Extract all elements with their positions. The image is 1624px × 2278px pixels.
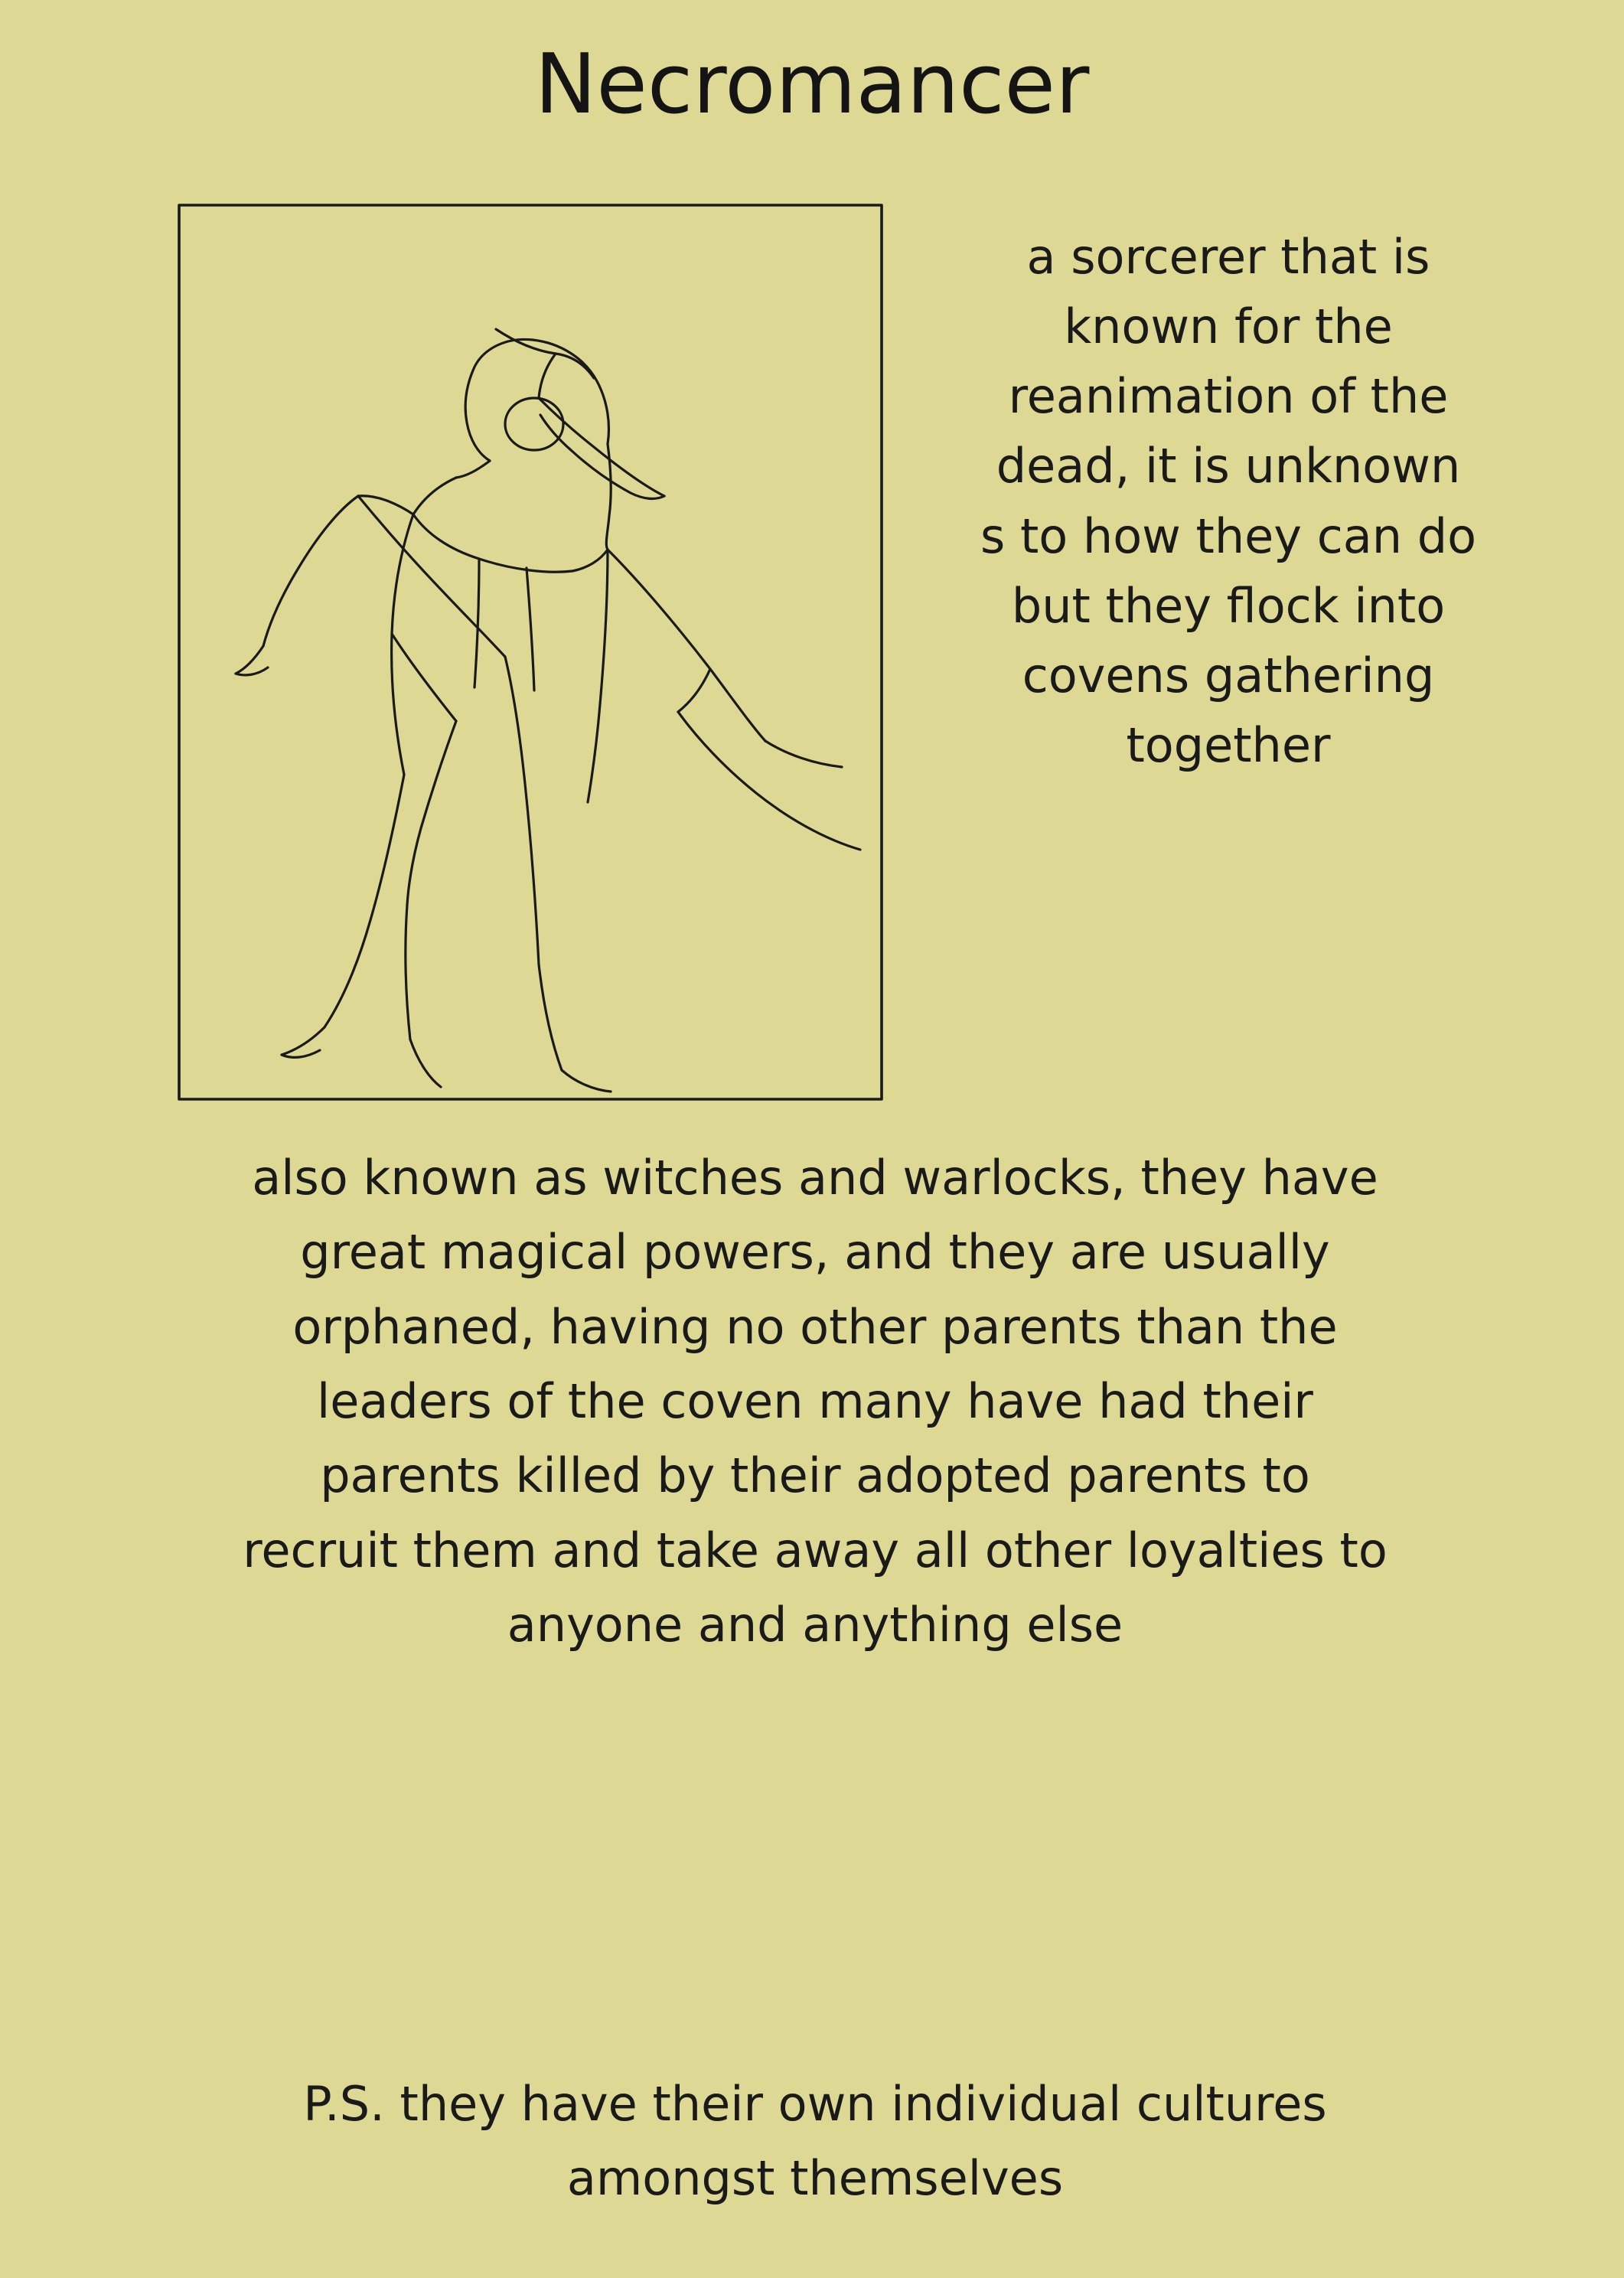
- main-paragraph: [130, 1141, 1500, 1662]
- plague-doctor-figure-sketch: [174, 201, 886, 1119]
- body-line: recruit them and take away all other loyalties to: [243, 1522, 1388, 1578]
- body-line: orphaned, having no other parents than the: [292, 1298, 1338, 1355]
- side-line: dead, it is unknown: [996, 438, 1461, 494]
- side-line: s to how they can do: [980, 507, 1477, 564]
- page-title: Necromancer: [534, 37, 1090, 132]
- side-line: reanimation of the: [1008, 368, 1449, 425]
- ps-line: P.S. they have their own individual cultures: [303, 2076, 1327, 2132]
- side-line: a sorcerer that is: [1026, 229, 1430, 285]
- body-line: anyone and anything else: [507, 1596, 1123, 1653]
- body-line: leaders of the coven many have had their: [317, 1372, 1313, 1429]
- body-line: parents killed by their adopted parents to: [320, 1447, 1310, 1504]
- ps-line: amongst themselves: [566, 2150, 1064, 2207]
- side-line: known for the: [1064, 299, 1393, 355]
- body-line: great magical powers, and they are usually: [300, 1224, 1330, 1281]
- side-paragraph: [899, 222, 1557, 780]
- side-line: covens gathering: [1022, 647, 1435, 703]
- body-line: also known as witches and warlocks, they have: [252, 1150, 1378, 1206]
- side-line: together: [1126, 716, 1331, 773]
- postscript-paragraph: [130, 2067, 1500, 2216]
- side-line: but they flock into: [1011, 577, 1446, 634]
